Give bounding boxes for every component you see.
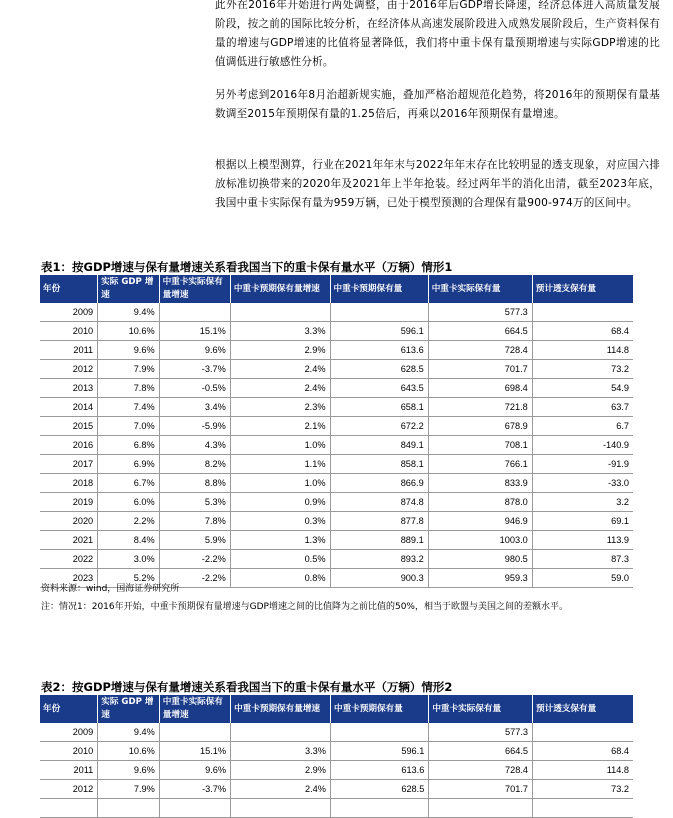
- table2-header-cell: 实际 GDP 增速: [98, 695, 160, 723]
- table1-header-cell: 实际 GDP 增速: [98, 275, 159, 303]
- table-cell: [533, 799, 634, 818]
- table-cell: 114.8: [532, 341, 633, 360]
- table-cell: 63.7: [532, 398, 633, 417]
- table-cell: 7.4%: [98, 398, 159, 417]
- table-cell: 0.8%: [230, 569, 330, 588]
- table-cell: 68.4: [533, 742, 634, 761]
- table-cell: [231, 799, 331, 818]
- table-cell: 866.9: [330, 474, 428, 493]
- table-row: [40, 799, 633, 818]
- table-cell: 2.1%: [230, 417, 330, 436]
- table-cell: 0.3%: [230, 512, 330, 531]
- table-cell: [330, 723, 428, 742]
- table-row: [40, 303, 633, 322]
- table-row: [40, 780, 633, 799]
- table-cell: 5.9%: [159, 531, 230, 550]
- table-cell: 2012: [40, 360, 98, 379]
- table-cell: 5.2%: [98, 569, 159, 588]
- table2-header-cell: 中重卡预期保有量增速: [231, 695, 331, 723]
- table-cell: [159, 723, 230, 742]
- table-cell: 849.1: [330, 436, 428, 455]
- table-row: [40, 493, 633, 512]
- table-cell: [429, 799, 533, 818]
- table1: [40, 275, 633, 588]
- table-cell: 728.4: [428, 341, 532, 360]
- table-cell: 628.5: [330, 360, 428, 379]
- table-cell: 577.3: [429, 723, 533, 742]
- table-cell: 893.2: [330, 550, 428, 569]
- table-cell: 59.0: [532, 569, 633, 588]
- table-cell: 10.6%: [98, 742, 160, 761]
- table-cell: 6.7: [532, 417, 633, 436]
- table-cell: 2018: [40, 474, 98, 493]
- table-cell: 2014: [40, 398, 98, 417]
- table-cell: [532, 303, 633, 322]
- table-cell: 54.9: [532, 379, 633, 398]
- table-cell: 87.3: [532, 550, 633, 569]
- table1-header-cell: 中重卡实际保有量: [428, 275, 532, 303]
- paragraph-conclusion: 根据以上模型测算，行业在2021年年末与2022年年末存在比较明显的透支现象，对应国六排放标准切换带来的2020年及2021年上半年抢装。经过两年半的消化出清，截至2023年底，我国中重卡实际保有量为959万辆，已处于模型预测的合理保有量900-974万的区间中。: [215, 159, 660, 209]
- table2-header-cell: 中重卡实际保有量: [429, 695, 533, 723]
- table-cell: 701.7: [428, 360, 532, 379]
- table-cell: 1.3%: [230, 531, 330, 550]
- table-cell: 664.5: [428, 322, 532, 341]
- table2-header-cell: 中重卡预期保有量: [330, 695, 428, 723]
- table2-header-cell: 年份: [40, 695, 98, 723]
- table-cell: 2.4%: [230, 360, 330, 379]
- table-cell: 2009: [40, 723, 98, 742]
- table-cell: 9.4%: [98, 303, 159, 322]
- table-cell: 2009: [40, 303, 98, 322]
- table-cell: 701.7: [429, 780, 533, 799]
- table-row: [40, 360, 633, 379]
- table-cell: 2010: [40, 742, 98, 761]
- table2-header-cell: 预计透支保有量: [533, 695, 634, 723]
- table-cell: -140.9: [532, 436, 633, 455]
- table-cell: 1.0%: [230, 436, 330, 455]
- table-row: [40, 474, 633, 493]
- table-cell: -91.9: [532, 455, 633, 474]
- table-cell: 6.0%: [98, 493, 159, 512]
- table-cell: 2.4%: [230, 379, 330, 398]
- table-cell: 2017: [40, 455, 98, 474]
- table-cell: -3.7%: [159, 360, 230, 379]
- table-cell: 2.9%: [231, 761, 331, 780]
- table-cell: -2.2%: [159, 550, 230, 569]
- table-cell: 900.3: [330, 569, 428, 588]
- table-cell: 643.5: [330, 379, 428, 398]
- table-cell: 3.2: [532, 493, 633, 512]
- table-cell: 1.0%: [230, 474, 330, 493]
- table-cell: -3.7%: [159, 780, 230, 799]
- table-row: [40, 417, 633, 436]
- table-cell: [230, 303, 330, 322]
- table-cell: 9.4%: [98, 723, 160, 742]
- table-row: [40, 550, 633, 569]
- table-cell: 1003.0: [428, 531, 532, 550]
- table-cell: 596.1: [330, 742, 428, 761]
- table-row: [40, 455, 633, 474]
- table-cell: [98, 799, 160, 818]
- table-cell: 874.8: [330, 493, 428, 512]
- table1-header-cell: 中重卡预期保有量: [330, 275, 428, 303]
- table-cell: 7.9%: [98, 360, 159, 379]
- table-cell: 68.4: [532, 322, 633, 341]
- table-cell: 946.9: [428, 512, 532, 531]
- table-row: [40, 341, 633, 360]
- table-cell: 613.6: [330, 341, 428, 360]
- table-cell: 7.8%: [98, 379, 159, 398]
- table-cell: 766.1: [428, 455, 532, 474]
- table-cell: 2020: [40, 512, 98, 531]
- table-cell: 672.2: [330, 417, 428, 436]
- table-cell: 2.4%: [231, 780, 331, 799]
- table1-header-cell: 年份: [40, 275, 98, 303]
- table-cell: 2.2%: [98, 512, 159, 531]
- table-row: [40, 398, 633, 417]
- table-cell: 7.8%: [159, 512, 230, 531]
- table-cell: 0.5%: [230, 550, 330, 569]
- table-cell: [40, 799, 98, 818]
- table-cell: 113.9: [532, 531, 633, 550]
- table-cell: 2011: [40, 761, 98, 780]
- table2-header-row: [40, 695, 633, 723]
- table-cell: 9.6%: [159, 761, 230, 780]
- table-cell: 6.9%: [98, 455, 159, 474]
- table-row: [40, 436, 633, 455]
- table-cell: 8.4%: [98, 531, 159, 550]
- table-cell: 73.2: [533, 780, 634, 799]
- table-cell: 889.1: [330, 531, 428, 550]
- table-cell: 658.1: [330, 398, 428, 417]
- table-row: [40, 379, 633, 398]
- table-cell: 3.0%: [98, 550, 159, 569]
- table-cell: 728.4: [429, 761, 533, 780]
- table-cell: 2013: [40, 379, 98, 398]
- table-cell: [231, 723, 331, 742]
- table-cell: 5.3%: [159, 493, 230, 512]
- table-cell: 698.4: [428, 379, 532, 398]
- table1-header-cell: 预计透支保有量: [532, 275, 633, 303]
- table-cell: 2.9%: [230, 341, 330, 360]
- table-cell: 2019: [40, 493, 98, 512]
- table-cell: 9.6%: [98, 341, 159, 360]
- table-cell: 959.3: [428, 569, 532, 588]
- table-cell: 2.3%: [230, 398, 330, 417]
- table-cell: 2021: [40, 531, 98, 550]
- table-cell: [159, 799, 230, 818]
- table-cell: 73.2: [532, 360, 633, 379]
- table-cell: 3.4%: [159, 398, 230, 417]
- table1-header-cell: 中重卡预期保有量增速: [230, 275, 330, 303]
- table-cell: 833.9: [428, 474, 532, 493]
- table-cell: [533, 723, 634, 742]
- table-cell: 664.5: [429, 742, 533, 761]
- table1-header-row: [40, 275, 633, 303]
- table-cell: 4.3%: [159, 436, 230, 455]
- table-cell: 10.6%: [98, 322, 159, 341]
- table-cell: [330, 303, 428, 322]
- table-cell: -33.0: [532, 474, 633, 493]
- table-cell: 708.1: [428, 436, 532, 455]
- table-cell: 1.1%: [230, 455, 330, 474]
- table-cell: 6.8%: [98, 436, 159, 455]
- table-cell: 2011: [40, 341, 98, 360]
- table-cell: 596.1: [330, 322, 428, 341]
- table-cell: 577.3: [428, 303, 532, 322]
- table1-footnote: 注：情况1：2016年开始，中重卡预期保有量增速与GDP增速之间的比值降为之前比值的50%，相当于欧盟与美国之间的差额水平。: [41, 602, 568, 612]
- table-cell: [330, 799, 428, 818]
- table-cell: 2012: [40, 780, 98, 799]
- table-cell: -5.9%: [159, 417, 230, 436]
- table1-title: 表1：按GDP增速与保有量增速关系看我国当下的重卡保有量水平（万辆）情形1: [41, 260, 453, 274]
- table-cell: 613.6: [330, 761, 428, 780]
- table-cell: -0.5%: [159, 379, 230, 398]
- table2-title: 表2：按GDP增速与保有量增速关系看我国当下的重卡保有量水平（万辆）情形2: [41, 680, 453, 694]
- table-cell: [159, 303, 230, 322]
- table-cell: 3.3%: [231, 742, 331, 761]
- table-row: [40, 761, 633, 780]
- table-cell: 9.6%: [98, 761, 160, 780]
- paragraph-adjustments: 此外在2016年开始进行两处调整，由于2016年后GDP增长降速，经济总体进入高质量发展阶段，按之前的国际比较分析，在经济体从高速发展阶段进入成熟发展阶段后，生产资料保有量的增速与GDP增速的比值将显著降低，我们将中重卡保有量预期增速与实际GDP增速的比值调低进行敏感性分析。: [215, 0, 660, 68]
- table-cell: 7.9%: [98, 780, 160, 799]
- table-cell: 69.1: [532, 512, 633, 531]
- table-cell: 15.1%: [159, 742, 230, 761]
- table-cell: 114.8: [533, 761, 634, 780]
- table-cell: 980.5: [428, 550, 532, 569]
- table-cell: 15.1%: [159, 322, 230, 341]
- table-cell: 878.0: [428, 493, 532, 512]
- table-cell: 6.7%: [98, 474, 159, 493]
- table-cell: 8.2%: [159, 455, 230, 474]
- table-cell: 8.8%: [159, 474, 230, 493]
- table-cell: 858.1: [330, 455, 428, 474]
- table-cell: 2015: [40, 417, 98, 436]
- table-cell: 877.8: [330, 512, 428, 531]
- table-cell: 2010: [40, 322, 98, 341]
- table-cell: 721.8: [428, 398, 532, 417]
- table-cell: 678.9: [428, 417, 532, 436]
- table-cell: -2.2%: [159, 569, 230, 588]
- table-cell: 0.9%: [230, 493, 330, 512]
- table1-header-cell: 中重卡实际保有量增速: [159, 275, 230, 303]
- table-cell: 3.3%: [230, 322, 330, 341]
- table-cell: 7.0%: [98, 417, 159, 436]
- table-row: [40, 531, 633, 550]
- table-cell: 628.5: [330, 780, 428, 799]
- table-row: [40, 512, 633, 531]
- paragraph-overload-rule: 另外考虑到2016年8月治超新规实施，叠加严格治超规范化趋势，将2016年的预期保有量基数调至2015年预期保有量的1.25倍后，再乘以2016年预期保有量增速。: [215, 89, 660, 120]
- table-row: [40, 742, 633, 761]
- table-row: [40, 322, 633, 341]
- table2-header-cell: 中重卡实际保有量增速: [159, 695, 230, 723]
- table-row: [40, 723, 633, 742]
- table2: [40, 695, 633, 818]
- table-cell: 2023: [40, 569, 98, 588]
- table-cell: 9.6%: [159, 341, 230, 360]
- table1-source: 资料来源：wind，国海证券研究所: [41, 584, 180, 594]
- table-cell: 2022: [40, 550, 98, 569]
- table-cell: 2016: [40, 436, 98, 455]
